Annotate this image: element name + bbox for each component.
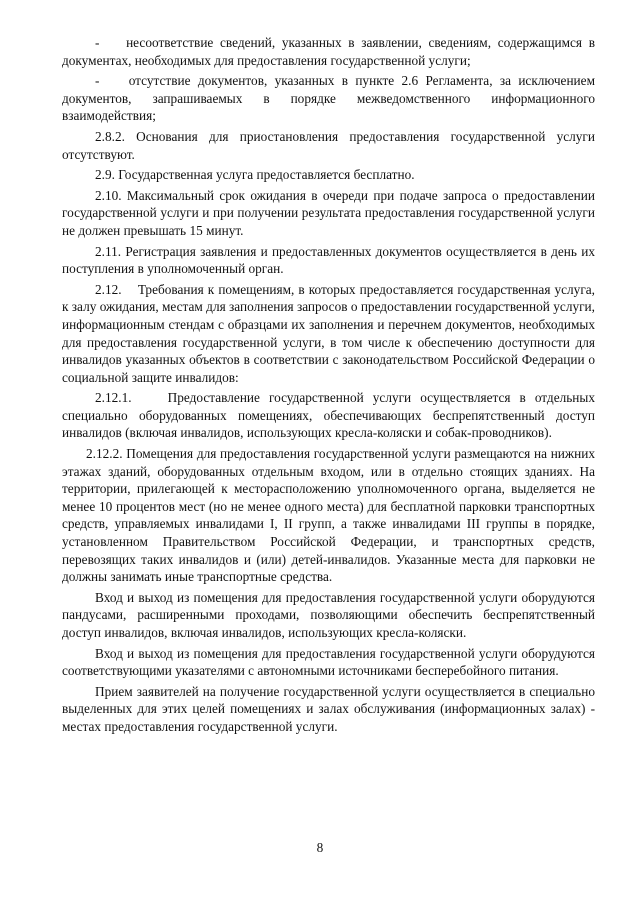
page-number: 8 xyxy=(316,840,324,855)
paragraph-2-12-1: 2.12.1. Предоставление государственной услуги осуществляется в отдельных специально оборудованных помещениях, обеспечивающих беспрепятственный доступ инвалидов (включая инвалидов, использующих кресла-коляски и собак-проводников). xyxy=(62,390,595,441)
paragraph-2-9: 2.9. Государственная услуга предоставляется бесплатно. xyxy=(95,167,415,183)
paragraph-entrance-signs: Вход и выход из помещения для предоставления государственной услуги оборудуются соответствующими указателями с автономными источниками бесперебойного питания. xyxy=(62,645,595,679)
document-page xyxy=(62,34,595,736)
paragraph-reception: Прием заявителей на получение государственной услуги осуществляется в специально выделенных для этих целей помещениях и залах обслуживания (информационных залах) - местах предоставления государственной услуги. xyxy=(62,683,595,734)
paragraph-entrance-ramps: Вход и выход из помещения для предоставления государственной услуги оборудуются пандусами, расширенными проходами, позволяющими обеспечить беспрепятственный доступ инвалидов, включая инвалидов, использующих кресла-коляски. xyxy=(62,589,595,640)
paragraph-2-12: 2.12. Требования к помещениям, в которых предоставляется государственная услуга, к залу ожидания, местам для заполнения запросов о предоставлении государственной услуги, информационным стендам с образцами их заполнения и перечнем документов, необходимых для предоставления государственной услуги, в том числе к обеспечению доступности для инвалидов указанных объектов в соответствии с законодательством Российской Федерации о социальной защите инвалидов: xyxy=(62,281,595,385)
paragraph-missing-docs: - отсутствие документов, указанных в пункте 2.6 Регламента, за исключением документов, запрашиваемых в порядке межведомственного информационного взаимодействия; xyxy=(62,73,595,124)
paragraph-2-12-2: 2.12.2. Помещения для предоставления государственной услуги размещаются на нижних этажах зданий, оборудованных отдельным входом, или в отдельно стоящих зданиях. На территории, прилегающей к месторасположению уполномоченного органа, выделяется не менее 10 процентов мест (но не менее одного места) для бесплатной парковки транспортных средств, управляемых инвалидами I, II групп, а также инвалидами III группы в порядке, установленном Правительством Российской Федерации, и транспортных средств, перевозящих таких инвалидов и (или) детей-инвалидов. Указанные места для парковки не должны занимать иные транспортные средства. xyxy=(62,446,595,585)
paragraph-2-11: 2.11. Регистрация заявления и предоставленных документов осуществляется в день их поступления в уполномоченный орган. xyxy=(62,243,595,277)
paragraph-mismatch: - несоответствие сведений, указанных в заявлении, сведениям, содержащимся в документах, необходимых для предоставления государственной услуги; xyxy=(62,35,595,68)
paragraph-2-10: 2.10. Максимальный срок ожидания в очереди при подаче запроса о предоставлении государственной услуги и при получении результата предоставления государственной услуги не должен превышать 15 минут. xyxy=(62,187,595,238)
paragraph-2-8-2: 2.8.2. Основания для приостановления предоставления государственной услуги отсутствуют. xyxy=(62,128,595,162)
